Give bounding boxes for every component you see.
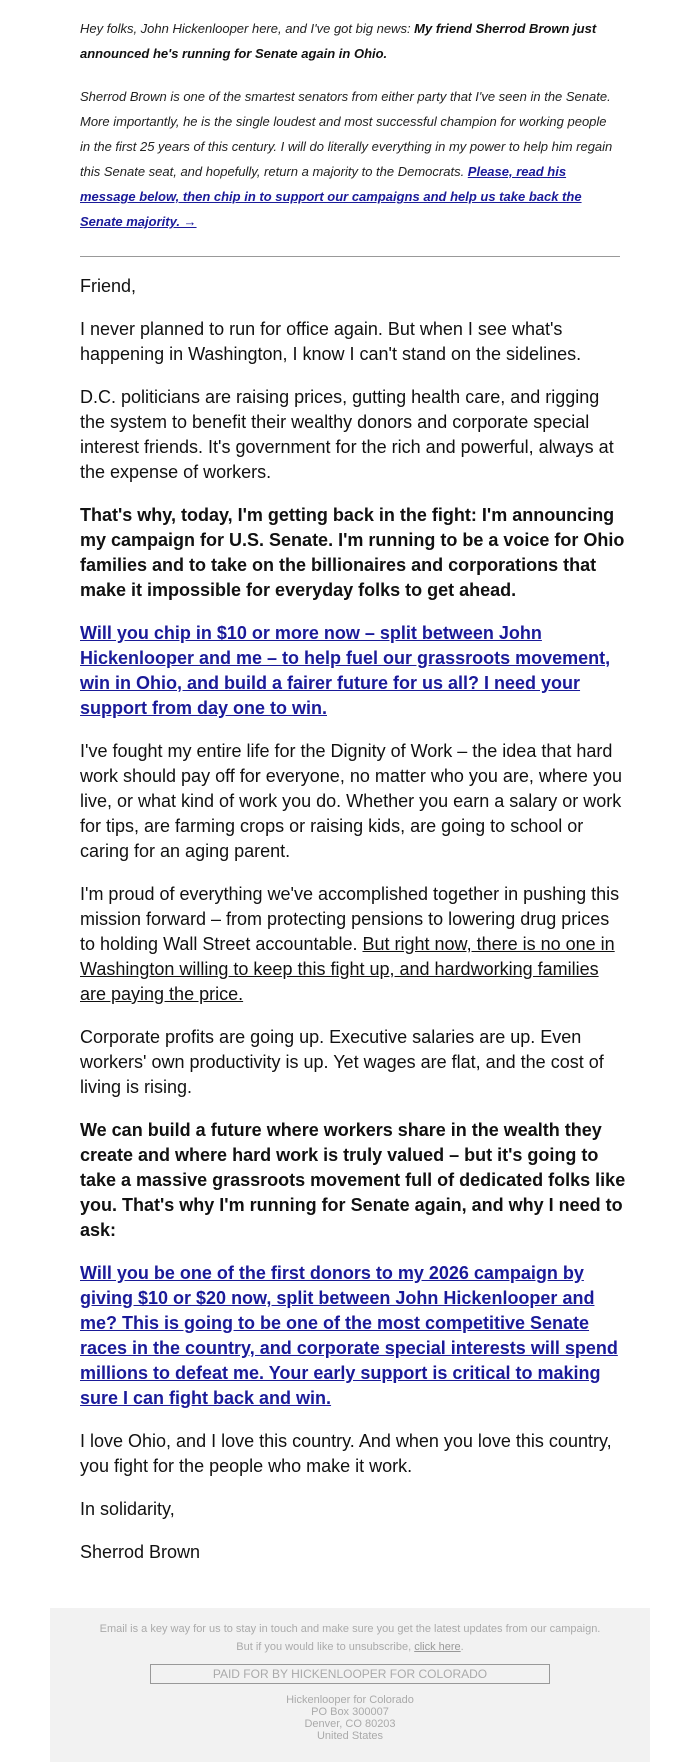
letter-paragraph-5-underlined: But right now, there is no one in Washington willing to keep this fight up, and hardworking families are paying the price.: [80, 934, 615, 1004]
intro-paragraph-1: [80, 16, 620, 66]
section-divider: [80, 256, 620, 257]
donate-cta-1-wrapper: [80, 621, 626, 721]
unsubscribe-link[interactable]: click here: [414, 1641, 461, 1653]
address-org: Hickenlooper for Colorado: [286, 1694, 414, 1706]
letter-paragraph-2: D.C. politicians are raising prices, gutting health care, and rigging the system to benefit their wealthy donors and corporate special interest friends. It's government for the rich and powerful, always at the expense of workers.: [80, 387, 614, 482]
letter-paragraph-4: I've fought my entire life for the Dignity of Work – the idea that hard work should pay off for everyone, no matter who you are, where you live, or what kind of work you do. Whether you earn a salary or work for tips, are farming crops or raising kids, are going to school or caring for an aging parent.: [80, 741, 622, 861]
footer-unsubscribe-note: [50, 1638, 650, 1656]
email-footer: [50, 1608, 650, 1762]
letter-section: [80, 274, 626, 1583]
intro-paragraph-2: [80, 84, 620, 234]
letter-paragraph-5: [80, 882, 626, 1007]
footer-unsubscribe-lead: But if you would like to unsubscribe,: [236, 1641, 415, 1653]
intro-announcement: My friend Sherrod Brown just announced he's running for Senate again in Ohio.: [80, 21, 597, 61]
address-po-box: PO Box 300007: [311, 1706, 389, 1718]
footer-stay-in-touch-note: Email is a key way for us to stay in touch and make sure you get the latest updates from our campaign.: [99, 1623, 601, 1635]
paid-for-disclaimer: PAID FOR BY HICKENLOOPER FOR COLORADO: [150, 1664, 550, 1684]
letter-closing: In solidarity,: [80, 1499, 175, 1519]
intro-lead-text: Hey folks, John Hickenlooper here, and I've got big news:: [80, 21, 415, 36]
donate-cta-link-1[interactable]: Will you chip in $10 or more now – split between John Hickenlooper and me – to help fuel our grassroots movement, win in Ohio, and build a fairer future for us all? I need your support from day one to win.: [80, 623, 611, 718]
letter-paragraph-1: I never planned to run for office again. But when I see what's happening in Washington, I know I can't stand on the sidelines.: [80, 319, 582, 364]
letter-signature: Sherrod Brown: [80, 1542, 201, 1562]
intro-endorsement-text: Sherrod Brown is one of the smartest senators from either party that I've seen in the Senate. More importantly, he is the single loudest and most successful champion for working people in the first 25 years of this century. I will do literally everything in my power to help him regain this Senate seat, and hopefully, return a majority to the Democrats.: [80, 89, 613, 179]
letter-greeting: Friend,: [80, 276, 137, 296]
intro-donate-link[interactable]: Please, read his message below, then chip in to support our campaigns and help us take back the Senate majority. →: [80, 164, 582, 229]
intro-section: [80, 16, 620, 234]
donate-cta-2-wrapper: [80, 1261, 626, 1411]
letter-paragraph-5-lead: I'm proud of everything we've accomplished together in pushing this mission forward – from protecting pensions to lowering drug prices to holding Wall Street accountable.: [80, 884, 620, 954]
letter-paragraph-8: I love Ohio, and I love this country. And when you love this country, you fight for the people who make it work.: [80, 1431, 612, 1476]
address-country: United States: [316, 1730, 384, 1742]
donate-cta-link-2[interactable]: Will you be one of the first donors to my 2026 campaign by giving $10 or $20 now, split between John Hickenlooper and me? This is going to be one of the most competitive Senate races in the country, and corporate special interests will spend millions to defeat me. Your early support is critical to making sure I can fight back and win.: [80, 1263, 618, 1408]
address-city: Denver, CO 80203: [304, 1718, 396, 1730]
footer-unsubscribe-end: .: [460, 1641, 464, 1653]
mailing-address: [50, 1694, 650, 1742]
letter-paragraph-6: Corporate profits are going up. Executive salaries are up. Even workers' own productivity is up. Yet wages are flat, and the cost of living is rising.: [80, 1027, 604, 1097]
letter-ask-paragraph: We can build a future where workers share in the wealth they create and where hard work is truly valued – but it's going to take a massive grassroots movement full of dedicated folks like you. That's why I'm running for Senate again, and why I need to ask:: [80, 1120, 626, 1240]
letter-announcement-paragraph: That's why, today, I'm getting back in the fight: I'm announcing my campaign for U.S. Senate. I'm running to be a voice for Ohio families and to take on the billionaires and corporations that make it impossible for everyday folks to get ahead.: [80, 505, 625, 600]
